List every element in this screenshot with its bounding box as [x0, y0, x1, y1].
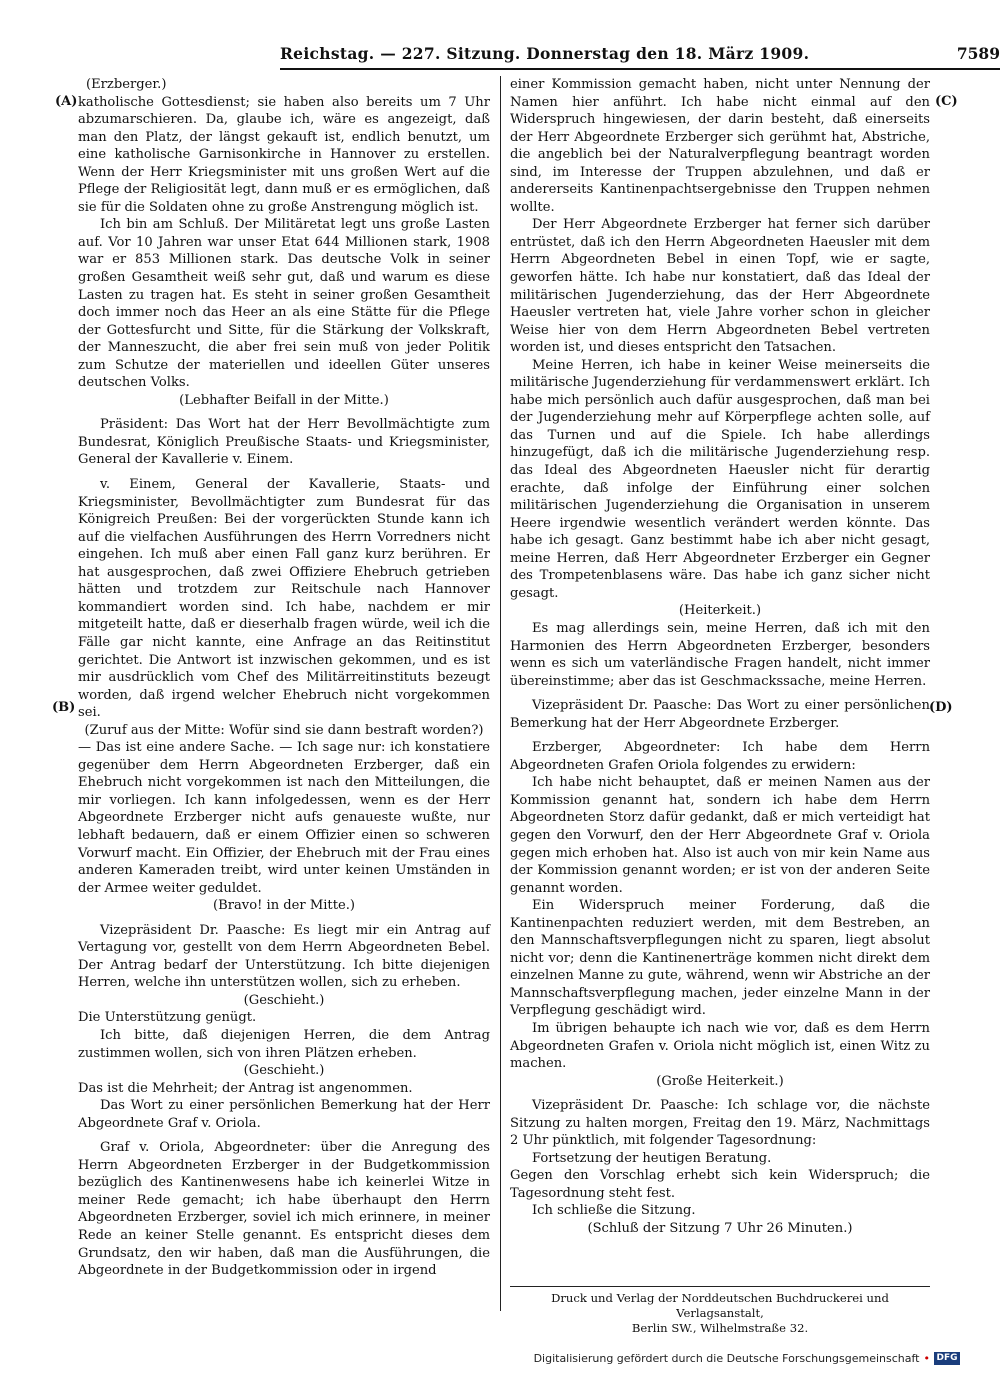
interjection: (Geschieht.) [243, 992, 325, 1008]
interjection: (Lebhafter Beifall in der Mitte.) [179, 392, 389, 408]
interjection: (Geschieht.) [243, 1063, 325, 1079]
speech-v-einem: v. Einem, General der Kavallerie, Staats- und Kriegsminister, Bevollmächtigter zum Bundesrat für das Königreich Preußen: Bei der vorgerückten Stunde kann ich auf die vielfachen Ausführungen des Herrn Vorredners nicht eingehen. Ich muß aber einen Fall ganz kurz berühren. Er hat ausgesprochen, daß zwei Offiziere Ehebruch getrieben hätten und trotzdem zur Reitschule nach Hannover kommandiert worden sind. Ich habe, nachdem er mir mitgeteilt hatte, daß er dieserhalb fragen würde, weil ich die Fälle gar nicht kannte, eine Anfrage an das Reitinstitut gerichtet. Die Antwort ist inzwischen gekommen, und es ist mir ausdrücklich vom Chef des Militärreitinstituts bezeugt worden, daß irgend welcher Ehebruch nicht vorgekommen sei. [78, 477, 490, 721]
interjection: (Bravo! in der Mitte.) [213, 898, 355, 914]
paragraph: katholische Gottesdienst; sie haben also bereits um 7 Uhr abzumarschieren. Da, glaube ich, wäre es angezeigt, daß man den Platz, der längst gekauft ist, endlich benutzt, um eine katholische Garnisonkirche in Hannover zu erstellen. Wenn der Herr Kriegsminister mit uns großen Wert auf die Pflege der Religiosität legt, dann muß er es ermöglichen, daß sie für die Soldaten ohne zu große Anstrengung möglich ist. [78, 94, 490, 215]
speech-president: Präsident: Das Wort hat der Herr Bevollmächtigte zum Bundesrat, Königlich Preußische Staats- und Kriegsminister, General der Kavallerie v. Einem. [78, 417, 490, 468]
interjection: (Heiterkeit.) [678, 603, 762, 619]
paragraph: — Das ist eine andere Sache. — Ich sage nur: ich konstatiere gegenüber dem Herrn Abgeordneten Erzberger, daß ein Ehebruch nicht vorgekommen ist nach den Mitteilungen, die mir vorliegen. Ich kann infolgedessen, wenn es der Herr Abgeordnete Erzberger nicht aufs genaueste wußte, nur lebhaft bedauern, daß er einem Offizier einen so schweren Vorwurf macht. Ein Offizier, der Ehebruch mit der Frau eines anderen Kameraden treibt, wird unter keinen Umständen in der Armee weiter geduldet. [78, 740, 490, 896]
left-column [78, 76, 490, 1280]
speech-vizepraesident: Vizepräsident Dr. Paasche: Ich schlage vor, die nächste Sitzung zu halten morgen, Freitag den 19. März, Nachmittags 2 Uhr pünktlich, mit folgender Tagesordnung: [510, 1098, 930, 1149]
speech-graf-oriola: Graf v. Oriola, Abgeordneter: über die Anregung des Herrn Abgeordneten Erzberger in der Budgetkommission bezüglich des Kantinenwesens habe ich keinerlei Witze in meiner Rede gemacht; ich habe überhaupt den Herrn Abgeordneten Erzberger, soviel ich mich erinnere, in meiner Rede an keiner Stelle genannt. Es entspricht dieses dem Grundsatz, den wir haben, daß man die Ausführungen, die Abgeordnete in der Budgetkommission oder in irgend [78, 1140, 490, 1279]
session-close: (Schluß der Sitzung 7 Uhr 26 Minuten.) [587, 1221, 853, 1236]
running-title: Reichstag. — 227. Sitzung. Donnerstag den 18. März 1909. [280, 44, 810, 63]
imprint-rule [510, 1286, 930, 1287]
right-column [510, 76, 930, 1238]
dfg-logo-icon: DFG [934, 1352, 960, 1365]
digitization-footer [534, 1352, 960, 1365]
margin-letter-d: (D) [929, 700, 953, 715]
speech-erzberger: Erzberger, Abgeordneter: Ich habe dem Herrn Abgeordneten Grafen Oriola folgendes zu erwidern: [510, 740, 930, 773]
interjection: (Große Heiterkeit.) [656, 1073, 784, 1089]
imprint-line: Druck und Verlag der Norddeutschen Buchdruckerei und Verlagsanstalt, [551, 1291, 889, 1320]
agenda-item: Fortsetzung der heutigen Beratung. [532, 1150, 772, 1166]
paragraph: Ein Widerspruch meiner Forderung, daß die Kantinenpachten reduziert werden, mit dem Bestreben, an den Mannschaftsverpflegungen nicht zu sparen, liegt absolut nicht vor; denn die Kantinenerträge kommen nicht direkt dem einzelnen Manne zu gute, während, wenn wir Abstriche an der Mannschaftsverpflegung machen, jeder einzelne Mann in der Verpflegung geschädigt wird. [510, 898, 930, 1019]
paragraph: Gegen den Vorschlag erhebt sich kein Widerspruch; die Tagesordnung steht fest. [510, 1168, 930, 1201]
speaker-continuation: (Erzberger.) [86, 77, 167, 92]
page-number: 7589 [956, 44, 1000, 63]
margin-letter-a: (A) [55, 94, 78, 109]
paragraph: Ich habe nicht behauptet, daß er meinen Namen aus der Kommission genannt hat, sondern ich habe dem Herrn Abgeordneten Storz dafür gedankt, daß er mich verteidigt hat gegen den Vorwurf, den der Herr Abgeordnete Graf v. Oriola gegen mich erhoben hat. Also ist auch von mir kein Name aus der Kommission genannt worden; er ist von der anderen Seite genannt worden. [510, 775, 930, 896]
page-header [280, 44, 1000, 70]
interjection: (Zuruf aus der Mitte: Wofür sind sie dann bestraft worden?) [84, 722, 484, 738]
imprint [510, 1291, 930, 1336]
speech-vizepraesident: Vizepräsident Dr. Paasche: Das Wort zu einer persönlichen Bemerkung hat der Herr Abgeordnete Erzberger. [510, 698, 930, 731]
paragraph: Ich schließe die Sitzung. [532, 1203, 696, 1219]
paragraph: Es mag allerdings sein, meine Herren, daß ich mit den Harmonien des Herrn Abgeordneten Erzberger, besonders wenn es sich um vaterländische Fragen handelt, nicht immer übereinstimme; aber das ist Geschmackssache, meine Herren. [510, 620, 930, 689]
column-divider [500, 76, 501, 1311]
paragraph: Die Unterstützung genügt. [78, 1010, 257, 1026]
footer-text: Digitalisierung gefördert durch die Deutsche Forschungsgemeinschaft [533, 1352, 920, 1365]
paragraph: Der Herr Abgeordnete Erzberger hat ferner sich darüber entrüstet, daß ich den Herrn Abgeordneten Haeusler mit dem Herrn Abgeordneten Bebel in einen Topf, wie er sagte, geworfen hätte. Ich habe nur konstatiert, daß das Ideal der militärischen Jugenderziehung, das der Herr Abgeordnete Haeusler vertreten hat, viele Jahre vorher schon in gleicher Weise hier von dem Herrn Abgeordneten Bebel vertreten worden ist, und dieses entspricht den Tatsachen. [510, 217, 930, 356]
paragraph: Das Wort zu einer persönlichen Bemerkung hat der Herr Abgeordnete Graf v. Oriola. [78, 1098, 490, 1131]
paragraph: einer Kommission gemacht haben, nicht unter Nennung der Namen hier anführt. Ich habe nicht einmal auf den Widerspruch hingewiesen, der darin besteht, daß einerseits der Herr Abgeordnete Erzberger sich gerühmt hat, Abstriche, die angeblich bei der Naturalverpflegung beantragt worden sind, im Interesse der Truppen abzulehnen, und daß er andererseits Kantinenpachtsergebnisse den Truppen nehmen wollte. [510, 77, 930, 215]
paragraph: Im übrigen behaupte ich nach wie vor, daß es dem Herrn Abgeordneten Grafen v. Oriola nicht möglich ist, einen Witz zu machen. [510, 1020, 930, 1072]
paragraph: Das ist die Mehrheit; der Antrag ist angenommen. [78, 1080, 413, 1096]
paragraph: Ich bitte, daß diejenigen Herren, die dem Antrag zustimmen wollen, sich von ihren Plätzen erheben. [78, 1027, 490, 1061]
margin-letter-b: (B) [52, 700, 76, 715]
paragraph: Ich bin am Schluß. Der Militäretat legt uns große Lasten auf. Vor 10 Jahren war unser Etat 644 Millionen stark, 1908 war er 853 Millionen stark. Das deutsche Volk in seiner großen Gesamtheit weiß sehr gut, daß und warum es diese Lasten zu tragen hat. Es steht in seiner großen Gesamtheit doch immer noch das Heer an als eine Stätte für die Pflege der Gottesfurcht und Sitte, für die Stärkung der Volkskraft, der Manneszucht, die aber frei sein muß von jeder Politik zum Schutze der materiellen und ideellen Güter unseres deutschen Volks. [78, 217, 490, 391]
separator-dot: • [923, 1352, 930, 1365]
margin-letter-c: (C) [935, 94, 958, 109]
imprint-line: Berlin SW., Wilhelmstraße 32. [631, 1321, 809, 1335]
paragraph: Meine Herren, ich habe in keiner Weise meinerseits die militärische Jugenderziehung für verdammenswert erklärt. Ich habe mich persönlich auch dafür ausgesprochen, daß man bei der Jugenderziehung mehr auf Körperpflege achten solle, auf das Turnen und auf die Spiele. Ich habe allerdings hinzugefügt, daß ich die militärische Jugenderziehung resp. das Ideal des Abgeordneten Haeusler nicht für derartig erachte, daß infolge der Einführung einer solchen militärischen Jugenderziehung die Organisation in unserem Heere irgendwie wesentlich verändert werden könnte. Das habe ich gesagt. Ganz bestimmt habe ich aber nicht gesagt, meine Herren, daß Herr Abgeordneter Erzberger ein Gegner des Trompetenblasens wäre. Das habe ich ganz sicher nicht gesagt. [510, 357, 930, 601]
header-rule [280, 68, 1000, 70]
speech-vizepraesident: Vizepräsident Dr. Paasche: Es liegt mir ein Antrag auf Vertagung vor, gestellt von dem Herrn Abgeordneten Bebel. Der Antrag bedarf der Unterstützung. Ich bitte diejenigen Herren, welche ihn unterstützen wollen, sich zu erheben. [78, 922, 490, 991]
